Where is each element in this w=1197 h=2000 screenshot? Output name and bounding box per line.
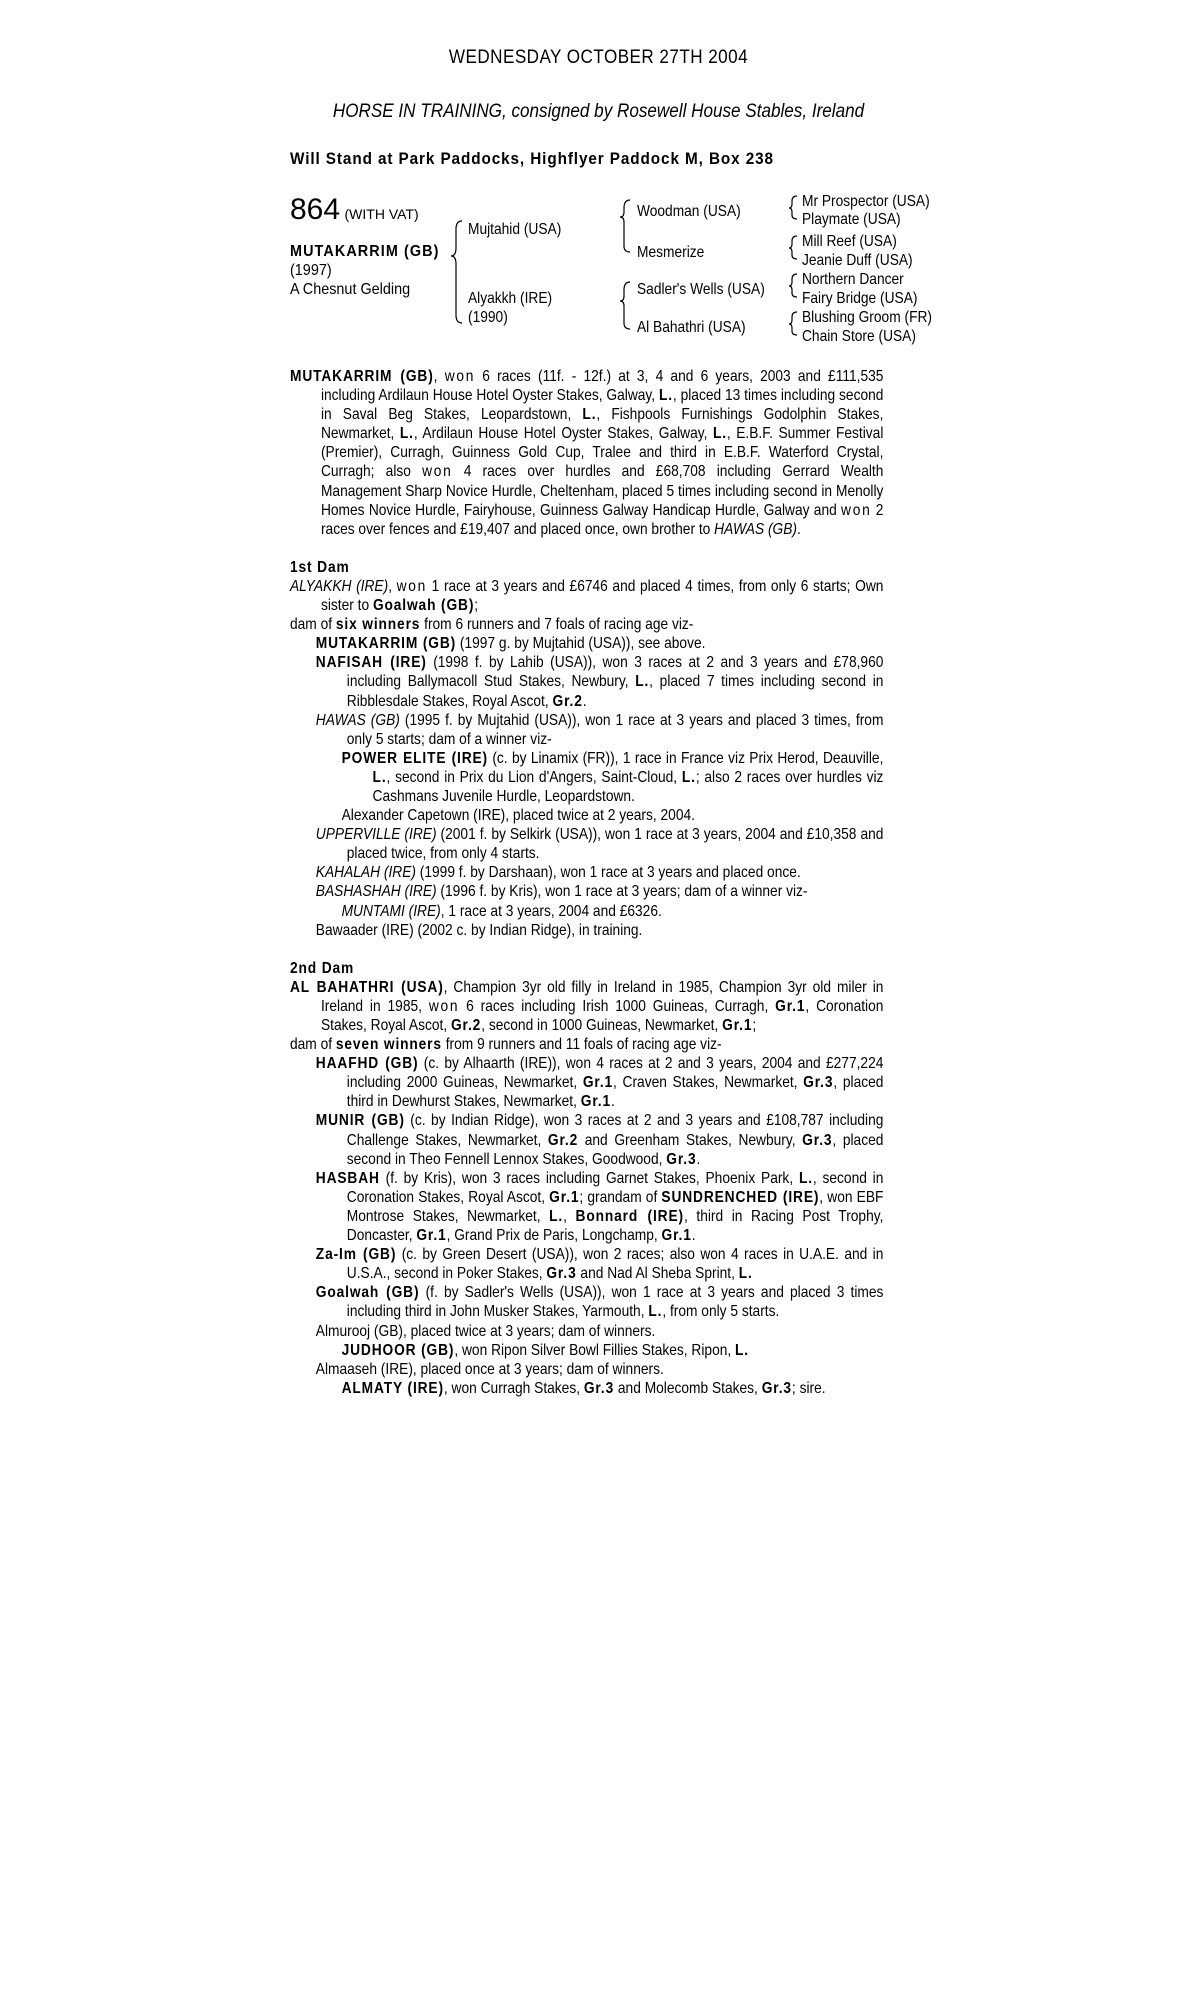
produce-sub-entry: MUNTAMI (IRE), 1 race at 3 years, 2004 and £6326. — [341, 902, 662, 920]
pedigree-dam-sire: Sadler's Wells (USA) — [637, 281, 765, 298]
second-dam-record: AL BAHATHRI (USA), Champion 3yr old filly in Ireland in 1985, Champion 3yr old miler in Ireland in 1985, won 6 races including Irish 1000 Guineas, Curragh, Gr.1, Coronation Stakes, Royal Ascot, Gr.2, second in 1000 Guineas, Newmarket, Gr.1; — [290, 978, 884, 1034]
pedigree-sire-sire: Woodman (USA) — [637, 203, 741, 220]
produce-sub-entry: JUDHOOR (GB), won Ripon Silver Bowl Fillies Stakes, Ripon, L. — [341, 1341, 749, 1359]
produce-entry: Za-Im (GB) (c. by Green Desert (USA)), won 2 races; also won 4 races in U.A.E. and in U.S.A., second in Poker Stakes, Gr.3 and Nad Al Sheba Sprint, L. — [315, 1246, 884, 1283]
first-dam-heading: 1st Dam — [290, 558, 350, 576]
produce-entry: HAWAS (GB) (1995 f. by Mujtahid (USA)), won 1 race at 3 years and placed 3 times, from only 5 starts; dam of a winner viz- — [315, 711, 884, 748]
pedigree-sire-dam: Mesmerize — [637, 244, 705, 261]
produce-entry: KAHALAH (IRE) (1999 f. by Darshaan), won 1 race at 3 years and placed once. — [315, 864, 801, 882]
pedigree-sd-dam: Jeanie Duff (USA) — [802, 252, 913, 269]
bracket-dd — [789, 312, 797, 335]
pedigree-dd-dam: Chain Store (USA) — [802, 328, 916, 345]
horse-name: MUTAKARRIM (GB) — [290, 243, 440, 260]
lot-number: 864 — [290, 193, 341, 226]
produce-entry: UPPERVILLE (IRE) (2001 f. by Selkirk (USA)), won 1 race at 3 years, 2004 and £10,358 and placed twice, from only 4 starts. — [315, 826, 884, 863]
pedigree-dam-year: (1990) — [468, 309, 508, 326]
bracket-dam — [620, 282, 630, 329]
race-record: MUTAKARRIM (GB), won 6 races (11f. - 12f.) at 3, 4 and 6 years, 2003 and £111,535 including Ardilaun House Hotel Oyster Stakes, Galway, L., placed 13 times including second in Saval Beg Stakes, Leopardstown, L., Fishpools Furnishings Godolphin Stakes, Newmarket, L., Ardilaun House Hotel Oyster Stakes, Galway, L., E.B.F. Summer Festival (Premier), Curragh, Guinness Gold Cup, Tralee and third in E.B.F. Waterford Crystal, Curragh; also won 4 races over hurdles and £68,708 including Gerrard Wealth Management Sharp Novice Hurdle, Cheltenham, placed 5 times including second in Menolly Homes Novice Hurdle, Fairyhouse, Guinness Galway Handicap Hurdle, Galway and won 2 races over fences and £19,407 and placed once, own brother to HAWAS (GB). — [290, 368, 884, 538]
first-dam-record: ALYAKKH (IRE), won 1 race at 3 years and £6746 and placed 4 times, from only 6 starts; Own sister to Goalwah (GB); — [290, 577, 884, 615]
pedigree-ss-sire: Mr Prospector (USA) — [802, 193, 930, 210]
sale-date: WEDNESDAY OCTOBER 27TH 2004 — [448, 47, 749, 68]
bracket-lot — [451, 221, 462, 323]
bracket-sd — [789, 236, 797, 259]
race-record-name: MUTAKARRIM (GB) — [290, 368, 434, 385]
consignment-headline: HORSE IN TRAINING, consigned by Rosewell House Stables, Ireland — [332, 101, 865, 122]
first-dam-produce-summary: dam of six winners from 6 runners and 7 foals of racing age viz- — [290, 616, 694, 634]
produce-entry: MUTAKARRIM (GB) (1997 g. by Mujtahid (USA)), see above. — [315, 635, 706, 653]
second-dam-produce-summary: dam of seven winners from 9 runners and 11 foals of racing age viz- — [290, 1036, 722, 1054]
pedigree-dd-sire: Blushing Groom (FR) — [802, 309, 932, 326]
vat-note: (WITH VAT) — [344, 206, 419, 222]
produce-sub-entry: POWER ELITE (IRE) (c. by Linamix (FR)), 1 race in France viz Prix Herod, Deauville, L., second in Prix du Lion d'Angers, Saint-Cloud, L.; also 2 races over hurdles viz Cashmans Juvenile Hurdle, Leopardstown. — [341, 749, 884, 805]
pedigree-sire: Mujtahid (USA) — [468, 221, 562, 238]
produce-sub-entry: ALMATY (IRE), won Curragh Stakes, Gr.3 and Molecomb Stakes, Gr.3; sire. — [341, 1379, 826, 1397]
produce-entry: MUNIR (GB) (c. by Indian Ridge), won 3 races at 2 and 3 years and £108,787 including Challenge Stakes, Newmarket, Gr.2 and Greenham Stakes, Newbury, Gr.3, placed second in Theo Fennell Lennox Stakes, Goodwood, Gr.3. — [315, 1112, 884, 1168]
produce-entry: NAFISAH (IRE) (1998 f. by Lahib (USA)), won 3 races at 2 and 3 years and £78,960 including Ballymacoll Stud Stakes, Newbury, L., placed 7 times including second in Ribblesdale Stakes, Royal Ascot, Gr.2. — [315, 654, 884, 710]
pedigree-dam: Alyakkh (IRE) — [468, 290, 553, 307]
produce-entry: Almaaseh (IRE), placed once at 3 years; dam of winners. — [315, 1360, 664, 1378]
pedigree-ds-sire: Northern Dancer — [802, 271, 904, 288]
second-dam-heading: 2nd Dam — [290, 959, 355, 977]
produce-entry: HAAFHD (GB) (c. by Alhaarth (IRE)), won 4 races at 2 and 3 years, 2004 and £277,224 including 2000 Guineas, Newmarket, Gr.1, Craven Stakes, Newmarket, Gr.3, placed third in Dewhurst Stakes, Newmarket, Gr.1. — [315, 1055, 884, 1111]
stand-location: Will Stand at Park Paddocks, Highflyer Paddock M, Box 238 — [290, 149, 774, 168]
pedigree-dam-dam: Al Bahathri (USA) — [637, 319, 746, 336]
bracket-sire — [620, 200, 630, 252]
produce-entry: Goalwah (GB) (f. by Sadler's Wells (USA)), won 1 race at 3 years and placed 3 times including third in John Musker Stakes, Yarmouth, L., from only 5 starts. — [315, 1284, 884, 1321]
produce-entry: Bawaader (IRE) (2002 c. by Indian Ridge), in training. — [315, 921, 643, 939]
catalogue-body — [290, 367, 883, 1398]
pedigree-sd-sire: Mill Reef (USA) — [802, 233, 897, 250]
produce-sub-entry: Alexander Capetown (IRE), placed twice at 2 years, 2004. — [341, 807, 695, 825]
produce-entry: HASBAH (f. by Kris), won 3 races including Garnet Stakes, Phoenix Park, L., second in Coronation Stakes, Royal Ascot, Gr.1; grandam of SUNDRENCHED (IRE), won EBF Montrose Stakes, Newmarket, L., Bonnard (IRE), third in Racing Post Trophy, Doncaster, Gr.1, Grand Prix de Paris, Longchamp, Gr.1. — [315, 1169, 884, 1245]
pedigree-brackets — [0, 0, 1197, 400]
horse-description: A Chesnut Gelding — [290, 281, 411, 298]
pedigree-ss-dam: Playmate (USA) — [802, 211, 901, 228]
horse-foaling-year: (1997) — [290, 262, 332, 279]
bracket-ss — [789, 196, 797, 219]
pedigree-ds-dam: Fairy Bridge (USA) — [802, 290, 918, 307]
bracket-ds — [789, 274, 797, 297]
produce-entry: Almurooj (GB), placed twice at 3 years; dam of winners. — [315, 1322, 656, 1340]
produce-entry: BASHASHAH (IRE) (1996 f. by Kris), won 1 race at 3 years; dam of a winner viz- — [315, 883, 808, 901]
